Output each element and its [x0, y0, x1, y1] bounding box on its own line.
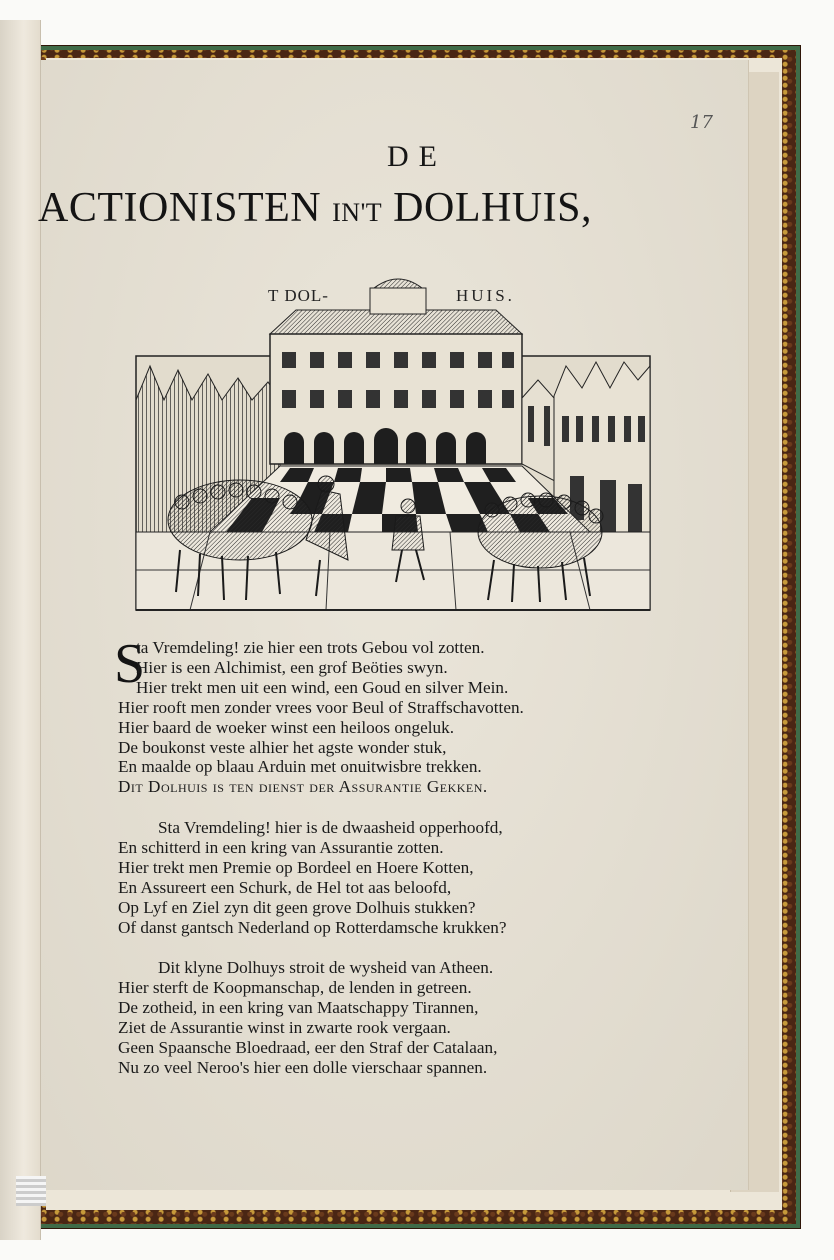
verse-line: Dit Dolhuis is ten dienst der Assurantie Gekken.: [118, 777, 488, 797]
title-word-2: IN'T: [332, 198, 383, 227]
verse-line: Hier is een Alchimist, een grof Beöties swyn.: [136, 657, 448, 677]
title-word-3: DOLHUIS,: [393, 185, 592, 231]
verse-line: Sta Vremdeling! hier is de dwaasheid opperhoofd,: [158, 818, 503, 837]
illustration-caption-right: HUIS.: [456, 286, 515, 305]
verse-line: Hier baard de woeker winst een heiloos ongeluk.: [118, 717, 455, 737]
stanza-2: [118, 818, 507, 937]
verse-line: En schitterd in een kring van Assurantie zotten.: [118, 837, 444, 857]
verse-line: Hier trekt men uit een wind, een Goud en silver Mein.: [136, 677, 509, 697]
woodcut-illustration: [130, 270, 656, 626]
verse-line: Geen Spaansche Bloedraad, eer den Straf der Catalaan,: [118, 1037, 498, 1057]
verse-line: Dit klyne Dolhuys stroit de wysheid van Atheen.: [158, 958, 494, 977]
left-page-edge: [0, 20, 41, 1240]
title-line-2: [38, 184, 592, 232]
stanza-1: [118, 638, 524, 797]
verse-line: En Assureert een Schurk, de Hel tot aas beloofd,: [118, 877, 452, 897]
page-number: 17: [690, 112, 713, 133]
drop-cap: S: [114, 633, 146, 695]
verse-line: De boukonst veste alhier het agste wonder stuk,: [118, 737, 447, 757]
title-line-1: DE: [387, 140, 447, 173]
verse-line: Op Lyf en Ziel zyn dit geen grove Dolhuis stukken?: [118, 897, 476, 917]
verse-line: Hier trekt men Premie op Bordeel en Hoere Kotten,: [118, 857, 474, 877]
illustration-caption-left: T DOL-: [268, 286, 329, 305]
verse-line: Nu zo veel Neroo's hier een dolle vierschaar spannen.: [118, 1057, 488, 1077]
verse-line: De zotheid, in een kring van Maatschappy Tirannen,: [118, 997, 479, 1017]
verse-line: ta Vremdeling! zie hier een trots Gebou vol zotten.: [136, 638, 485, 657]
stanza-3: [118, 958, 497, 1077]
verse-line: Hier sterft de Koopmanschap, de lenden in getreen.: [118, 977, 472, 997]
verse-line: Ziet de Assurantie winst in zwarte rook vergaan.: [118, 1017, 451, 1037]
verse-line: En maalde op blaau Arduin met onuitwisbre trekken.: [118, 757, 482, 777]
title-word-1: ACTIONISTEN: [38, 185, 322, 231]
verse-line: Of danst gantsch Nederland op Rotterdamsche krukken?: [118, 917, 507, 937]
binding-clip: [16, 1176, 46, 1206]
verse-line: Hier rooft men zonder vrees voor Beul of Straffschavotten.: [118, 697, 524, 717]
